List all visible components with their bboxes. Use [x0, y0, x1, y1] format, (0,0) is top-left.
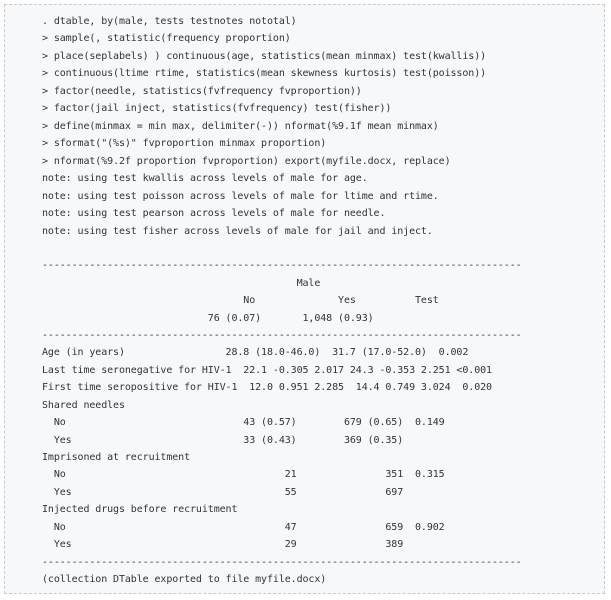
table-row: Injected drugs before recruitment [42, 504, 238, 515]
command-line: > factor(needle, statistics(fvfrequency fvproportion)) [42, 86, 362, 97]
command-line: . dtable, by(male, tests testnotes nototal) [42, 16, 297, 27]
command-line: > nformat(%9.2f proportion fvproportion) export(myfile.docx, replace) [42, 156, 451, 167]
table-row: Shared needles [42, 400, 125, 411]
table-row: Imprisoned at recruitment [42, 452, 191, 463]
table-row: Yes 55 697 [42, 487, 404, 498]
table-rule: --------------------------------------------------------------------------------- [42, 557, 522, 568]
command-line: > place(seplabels) ) continuous(age, statistics(mean minmax) test(kwallis)) [42, 51, 487, 62]
note-line: note: using test pearson across levels of male for needle. [42, 208, 386, 219]
note-line: note: using test kwallis across levels of male for age. [42, 173, 368, 184]
table-row: No 43 (0.57) 679 (0.65) 0.149 [42, 417, 445, 428]
table-rule: --------------------------------------------------------------------------------- [42, 330, 522, 341]
table-header-counts: 76 (0.07) 1,048 (0.93) [42, 313, 374, 324]
table-header-columns: No Yes Test [42, 295, 439, 306]
table-row: No 21 351 0.315 [42, 469, 445, 480]
table-row: Last time seronegative for HIV-1 22.1 -0.305 2.017 24.3 -0.353 2.251 <0.001 [42, 365, 492, 376]
export-message: (collection DTable exported to file myfile.docx) [42, 574, 327, 585]
note-line: note: using test poisson across levels of male for ltime and rtime. [42, 191, 439, 202]
command-line: > sformat("(%s)" fvproportion minmax proportion) [42, 138, 327, 149]
command-line: > sample(, statistic(frequency proportion) [42, 33, 291, 44]
note-line: note: using test fisher across levels of male for jail and inject. [42, 226, 433, 237]
command-line: > continuous(ltime rtime, statistics(mean skewness kurtosis) test(poisson)) [42, 68, 487, 79]
table-rule: --------------------------------------------------------------------------------- [42, 260, 522, 271]
table-row: First time seropositive for HIV-1 12.0 0.951 2.285 14.4 0.749 3.024 0.020 [42, 382, 492, 393]
table-header-super: Male [42, 278, 321, 289]
command-line: > define(minmax = min max, delimiter(-)) nformat(%9.1f mean minmax) [42, 121, 439, 132]
table-row: No 47 659 0.902 [42, 522, 445, 533]
stata-log-output [4, 4, 605, 594]
command-line: > factor(jail inject, statistics(fvfrequency) test(fisher)) [42, 103, 392, 114]
table-row: Yes 33 (0.43) 369 (0.35) [42, 435, 404, 446]
table-row: Age (in years) 28.8 (18.0-46.0) 31.7 (17.0-52.0) 0.002 [42, 347, 469, 358]
table-row: Yes 29 389 [42, 539, 404, 550]
